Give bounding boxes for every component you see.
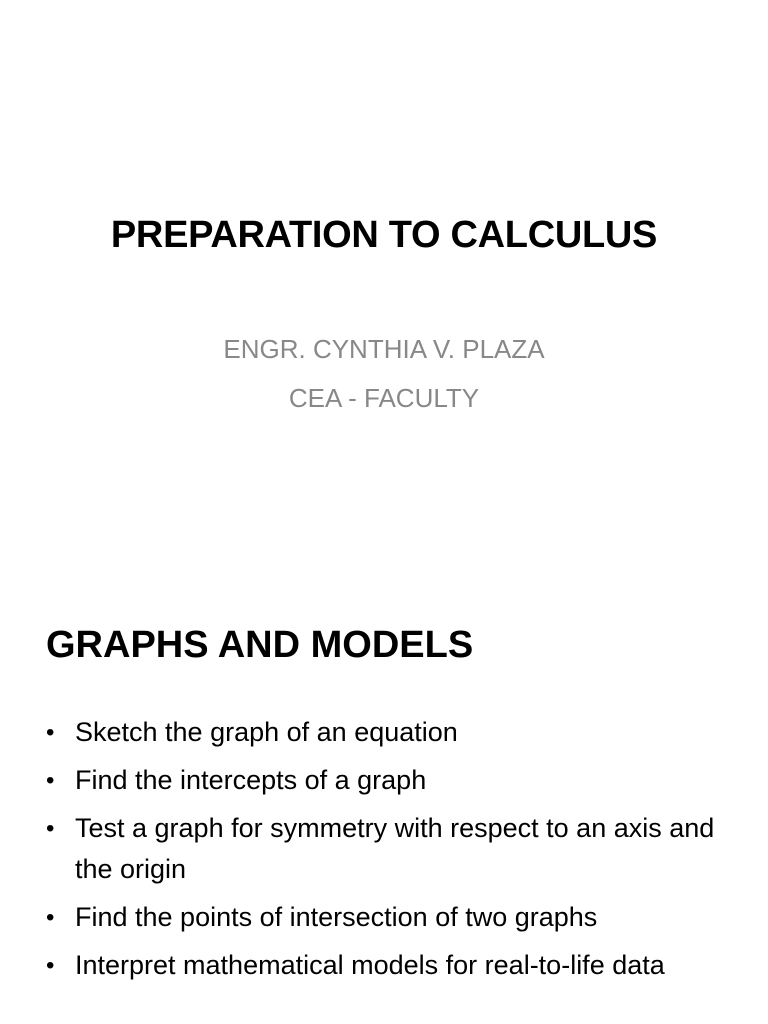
objectives-list: [46, 712, 736, 993]
slide-heading: GRAPHS AND MODELS: [46, 624, 474, 666]
list-item: [46, 760, 736, 801]
list-item: [46, 897, 736, 938]
list-item-text: Find the intercepts of a graph: [75, 765, 427, 795]
list-item-text: Sketch the graph of an equation: [75, 717, 458, 747]
list-item: [46, 945, 736, 986]
slide-title: PREPARATION TO CALCULUS: [110, 214, 658, 256]
bullet-icon: •: [46, 815, 55, 842]
list-item-text: Interpret mathematical models for real-to-life data: [75, 950, 665, 980]
bullet-icon: •: [46, 719, 55, 746]
bullet-icon: •: [46, 952, 55, 979]
bullet-icon: •: [46, 904, 55, 931]
author-affiliation: CEA - FACULTY: [288, 383, 480, 413]
author-name: ENGR. CYNTHIA V. PLAZA: [223, 334, 545, 364]
list-item: [46, 712, 736, 753]
list-item-text: Find the points of intersection of two graphs: [75, 902, 598, 932]
list-item: [46, 808, 736, 890]
list-item-text: Test a graph for symmetry with respect to an axis and the origin: [75, 813, 715, 884]
content-slide: [0, 576, 768, 1024]
bullet-icon: •: [46, 767, 55, 794]
